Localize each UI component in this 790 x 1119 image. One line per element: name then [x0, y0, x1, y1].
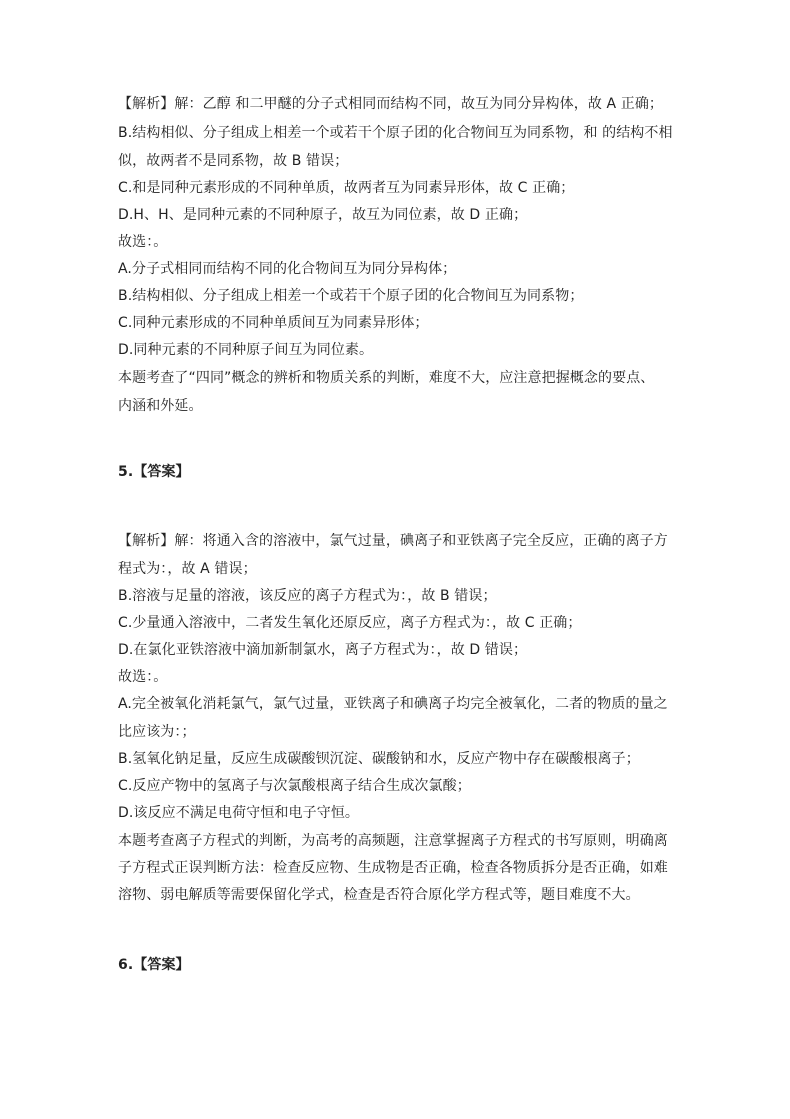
q5-analysis-line: A.完全被氧化消耗氯气，氯气过量，亚铁离子和碘离子均完全被氧化，二者的物质的量之	[118, 696, 668, 712]
q4-analysis-line: 内涵和外延。	[118, 398, 203, 414]
q5-analysis-line: C.少量通入溶液中，二者发生氧化还原反应，离子方程式为：，故 C 正确；	[118, 615, 582, 631]
q5-analysis-line: 比应该为：；	[118, 724, 196, 740]
q4-analysis-line: 似，故两者不是同系物，故 B 错误；	[118, 153, 349, 169]
q4-analysis-line: 【解析】解：乙醇 和二甲醚的分子式相同而结构不同，故互为同分异构体，故 A 正确；	[118, 96, 664, 112]
q4-analysis-line: C.和是同种元素形成的不同种单质，故两者互为同素异形体，故 C 正确；	[118, 180, 575, 196]
q6-answer-heading: 6.【答案】	[118, 957, 190, 973]
q5-analysis-line: D.该反应不满足电荷守恒和电子守恒。	[118, 805, 360, 821]
q5-analysis-line: D.在氯化亚铁溶液中滴加新制氯水，离子方程式为：，故 D 错误；	[118, 642, 528, 658]
q5-answer-heading: 5.【答案】	[118, 464, 190, 480]
q4-analysis-line: B.结构相似、分子组成上相差一个或若干个原子团的化合物间互为同系物；	[118, 288, 584, 304]
q5-analysis-line: 溶物、弱电解质等需要保留化学式，检查是否符合原化学方程式等，题目难度不大。	[118, 887, 640, 903]
q4-analysis-line: B.结构相似、分子组成上相差一个或若干个原子团的化合物间互为同系物，和 的结构不相	[118, 125, 673, 141]
q4-analysis-line: 本题考查了“四同”概念的辨析和物质关系的判断，难度不大，应注意把握概念的要点、	[118, 370, 655, 386]
q4-analysis-line: 故选：。	[118, 234, 168, 250]
q5-analysis-line: 子方程式正误判断方法：检查反应物、生成物是否正确，检查各物质拆分是否正确，如难	[118, 860, 668, 876]
q5-analysis-line: 本题考查离子方程式的判断，为高考的高频题，注意掌握离子方程式的书写原则，明确离	[118, 833, 668, 849]
q5-analysis-line: 程式为：，故 A 错误；	[118, 561, 257, 577]
q5-analysis-line: C.反应产物中的氢离子与次氯酸根离子结合生成次氯酸；	[118, 778, 471, 794]
q5-analysis-line: B.氢氧化钠足量，反应生成碳酸钡沉淀、碳酸钠和水，反应产物中存在碳酸根离子；	[118, 751, 640, 767]
q4-analysis-line: A.分子式相同而结构不同的化合物间互为同分异构体；	[118, 261, 457, 277]
q5-analysis-line: 故选：。	[118, 669, 168, 685]
q4-analysis-line: D.同种元素的不同种原子间互为同位素。	[118, 342, 374, 358]
q5-analysis-line: B.溶液与足量的溶液，该反应的离子方程式为：，故 B 错误；	[118, 588, 497, 604]
q4-analysis-line: C.同种元素形成的不同种单质间互为同素异形体；	[118, 315, 429, 331]
q4-analysis-line: D.H、H、是同种元素的不同种原子，故互为同位素，故 D 正确；	[118, 207, 528, 223]
q5-analysis-line: 【解析】解：将通入含的溶液中，氯气过量，碘离子和亚铁离子完全反应，正确的离子方	[118, 533, 668, 549]
